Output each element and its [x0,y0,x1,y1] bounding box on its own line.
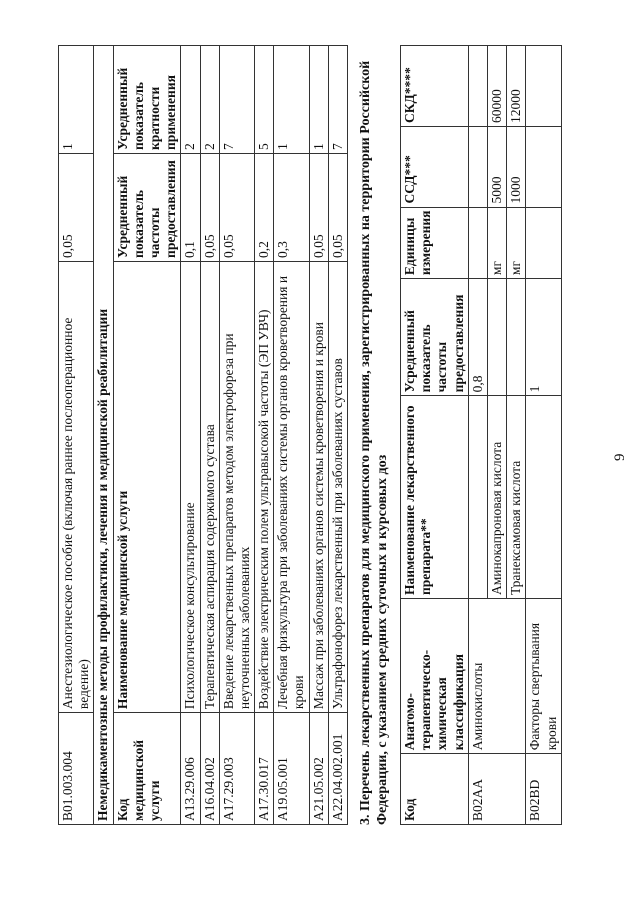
cell-name: Воздействие электрическим полем ультравысокой частоты (ЭП УВЧ) [255,261,274,712]
table-row [200,46,219,825]
cell-freq: 1 [526,279,561,396]
cell-mult: 1 [274,46,309,154]
cell-freq: 0,8 [468,279,487,396]
header-row [113,46,181,825]
cell-mult: 2 [181,46,200,154]
section-title: Немедикаментозные методы профилактики, лечения и медицинской реабилитации [94,46,113,825]
cell-code: A17.30.017 [255,713,274,825]
section-row [94,46,113,825]
cell-unit [468,207,487,279]
table-row [219,46,254,825]
cell-freq: 0,3 [274,153,309,261]
table-row [181,46,200,825]
cell-mult: 7 [328,46,347,154]
services-table [58,45,348,825]
header-code: Код [401,754,469,825]
cell-code: A19.05.001 [274,713,309,825]
cell-unit [526,207,561,279]
cell-code: B01.003.004 [59,713,94,825]
table-row [255,46,274,825]
cell-name: Психологическое консультирование [181,261,200,712]
header-skd: СКД**** [401,46,469,127]
cell-freq: 0,05 [309,153,328,261]
cell-unit: мг [487,207,506,279]
cell-code: A21.05.002 [309,713,328,825]
cell-freq: 0,2 [255,153,274,261]
header-mult: Усредненный показатель кратности применения [113,46,181,154]
section3-title: 3. Перечень лекарственных препаратов для медицинского применения, зарегистрированных на территории Российской Федерации, с указанием средних суточных и курсовых доз [358,60,390,825]
cell-skd [468,46,487,127]
cell-unit: мг [507,207,526,279]
cell-freq: 0,1 [181,153,200,261]
cell-ssd: 5000 [487,126,506,207]
cell-freq: 0,05 [59,153,94,261]
table-row [274,46,309,825]
header-ssd: ССД*** [401,126,469,207]
cell-skd: 12000 [507,46,526,127]
cell-name: Терапевтическая аспирация содержимого сустава [200,261,219,712]
page-number: 9 [612,453,628,461]
table-row [59,46,94,825]
header-freq: Усредненный показатель частоты предоставления [401,279,469,396]
header-unit: Единицы измерения [401,207,469,279]
table-row [468,46,487,825]
cell-freq: 0,05 [328,153,347,261]
cell-atc: Факторы свертывания крови [526,599,561,754]
cell-name: Введение лекарственных препаратов методом электрофореза при неуточненных заболеваниях [219,261,254,712]
header-atc: Анатомо-терапевтическо-химическая классификация [401,599,469,754]
cell-mult: 2 [200,46,219,154]
cell-name: Анестезиологическое пособие (включая раннее послеоперационное ведение) [59,261,94,712]
cell-ssd [468,126,487,207]
cell-atc: Аминокислоты [468,599,526,754]
cell-name: Массаж при заболеваниях органов системы кроветворения и крови [309,261,328,712]
cell-drug [468,396,487,599]
cell-freq: 0,05 [200,153,219,261]
cell-name: Лечебная физкультура при заболеваниях системы органов кроветворения и крови [274,261,309,712]
cell-code: A16.04.002 [200,713,219,825]
cell-code: A22.04.002.001 [328,713,347,825]
cell-mult: 5 [255,46,274,154]
header-name: Наименование медицинской услуги [113,261,181,712]
cell-name: Ультрафонофорез лекарственный при заболеваниях суставов [328,261,347,712]
table-row [309,46,328,825]
table-row [328,46,347,825]
cell-drug: Транексамовая кислота [507,396,526,599]
cell-code: A13.29.006 [181,713,200,825]
cell-ssd: 1000 [507,126,526,207]
cell-freq [487,279,506,396]
cell-freq [507,279,526,396]
cell-code: B02BD [526,754,561,825]
cell-freq: 0,05 [219,153,254,261]
table-row [526,46,561,825]
cell-skd [526,46,561,127]
cell-mult: 1 [309,46,328,154]
cell-skd: 60000 [487,46,506,127]
cell-code: A17.29.003 [219,713,254,825]
drugs-table [400,45,562,825]
cell-code: B02AA [468,754,526,825]
header-drug: Наименование лекарственного препарата** [401,396,469,599]
header-freq: Усредненный показатель частоты предоставления [113,153,181,261]
cell-ssd [526,126,561,207]
cell-mult: 7 [219,46,254,154]
cell-mult: 1 [59,46,94,154]
header-code: Код медицинской услуги [113,713,181,825]
cell-drug [526,396,561,599]
header-row [401,46,469,825]
cell-drug: Аминокапроновая кислота [487,396,506,599]
